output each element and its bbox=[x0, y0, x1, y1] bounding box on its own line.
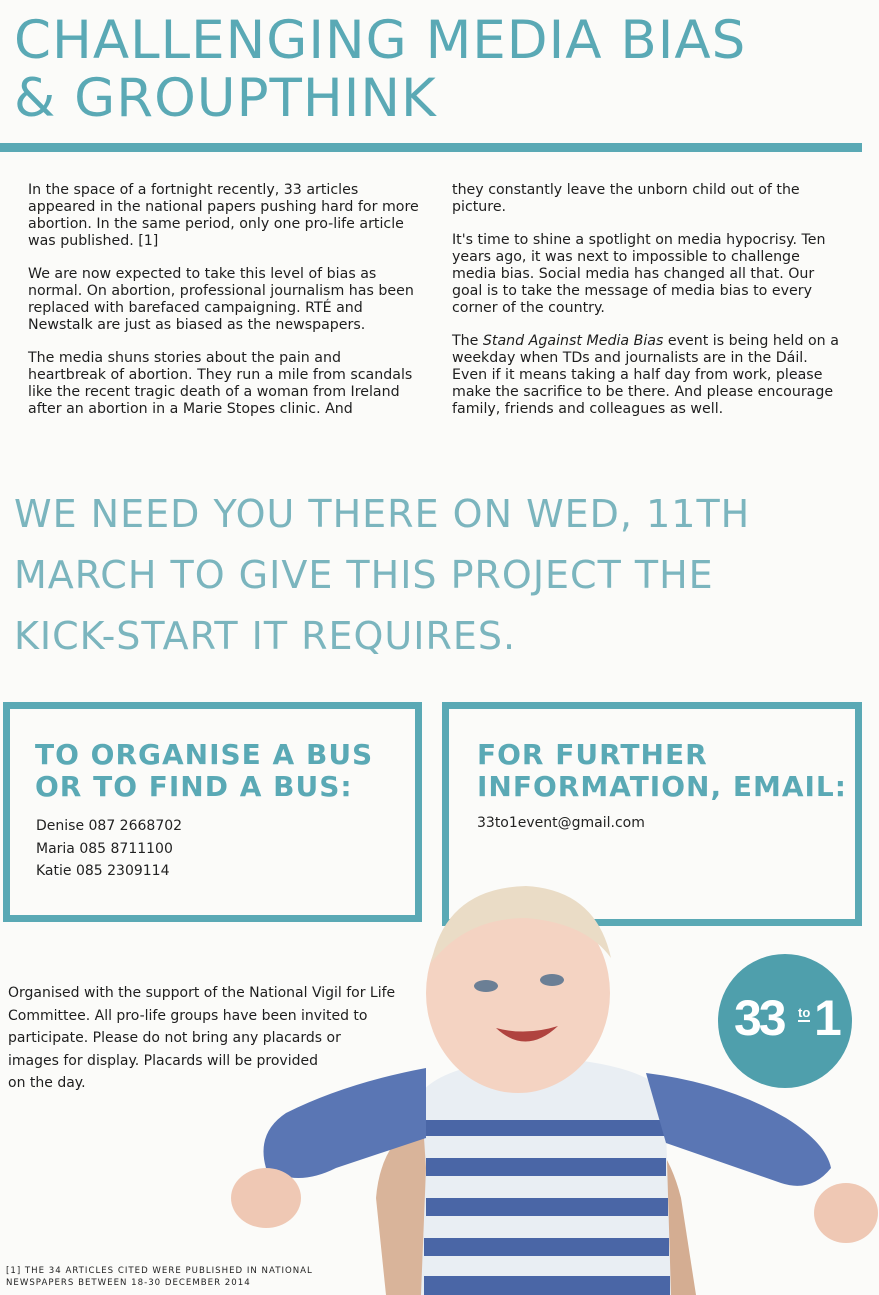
baby-hand-left bbox=[231, 1168, 301, 1228]
paragraph: It's time to shine a spotlight on media hypocrisy. Ten years ago, it was next to impossible to challenge media bias. Social media has changed all that. Our goal is to take the message of media bias to every corner of the country. bbox=[452, 232, 826, 316]
contact-list bbox=[36, 815, 182, 883]
text-fragment: event is being held on a weekday when TDs and journalists are in the Dáil. Even if it means taking a half day from work, please make the sacrifice to be there. And please encourage family, friends and colleagues as well. bbox=[452, 333, 839, 417]
article-column-right bbox=[452, 182, 844, 434]
paragraph: In the space of a fortnight recently, 33 articles appeared in the national papers pushing hard for more abortion. In the same period, only one pro-life article was published. [1] bbox=[28, 182, 419, 249]
logo-number-1: 1 bbox=[814, 990, 842, 1046]
text-fragment: The bbox=[452, 333, 483, 349]
organised-line: participate. Please do not bring any placards or bbox=[8, 1030, 341, 1046]
bus-heading-line-2: OR TO FIND A BUS: bbox=[35, 770, 353, 803]
baby-arm-right bbox=[646, 1073, 831, 1186]
bus-heading-line-1: TO ORGANISE A BUS bbox=[35, 738, 374, 771]
organised-line: Organised with the support of the National Vigil for Life bbox=[8, 985, 396, 1001]
email-heading-line-2: INFORMATION, EMAIL: bbox=[477, 770, 847, 803]
logo-to: to bbox=[798, 1005, 811, 1020]
baby-eye-right bbox=[540, 974, 564, 986]
organised-note bbox=[8, 982, 398, 1095]
paragraph bbox=[452, 333, 844, 418]
callout-line-3: KICK-START IT REQUIRES. bbox=[14, 614, 517, 658]
paragraph: The media shuns stories about the pain and heartbreak of abortion. They run a mile from scandals like the recent tragic death of a woman from Ireland after an abortion in a Marie Stopes clinic. And bbox=[28, 350, 413, 417]
footnote bbox=[6, 1265, 313, 1289]
baby-shirt bbox=[421, 1058, 671, 1295]
title-rule bbox=[0, 143, 862, 152]
contact-item: Katie 085 2309114 bbox=[36, 863, 170, 879]
baby-eye-left bbox=[474, 980, 498, 992]
logo-number-33: 33 bbox=[734, 990, 784, 1046]
email-address[interactable]: 33to1event@gmail.com bbox=[477, 815, 645, 831]
baby-hand-right bbox=[814, 1183, 878, 1243]
page-title bbox=[14, 12, 746, 128]
footnote-line-1: [1] THE 34 ARTICLES CITED WERE PUBLISHED IN NATIONAL bbox=[6, 1266, 313, 1276]
organised-line: on the day. bbox=[8, 1075, 86, 1091]
organised-line: images for display. Placards will be provided bbox=[8, 1052, 318, 1069]
organised-line: Committee. All pro-life groups have been invited to bbox=[8, 1007, 368, 1024]
paragraph: they constantly leave the unborn child out of the picture. bbox=[452, 182, 800, 215]
callout-line-1: WE NEED YOU THERE ON WED, 11TH bbox=[14, 492, 751, 536]
article-column-left bbox=[28, 182, 420, 434]
contact-item: Maria 085 8711100 bbox=[36, 840, 173, 857]
33-to-1-logo bbox=[718, 954, 852, 1088]
footnote-line-2: NEWSPAPERS BETWEEN 18-30 DECEMBER 2014 bbox=[6, 1278, 251, 1288]
email-heading-line-1: FOR FURTHER bbox=[477, 738, 708, 771]
email-heading bbox=[477, 739, 847, 803]
callout-heading bbox=[14, 484, 864, 667]
bus-heading bbox=[35, 739, 373, 803]
contact-item: Denise 087 2668702 bbox=[36, 818, 183, 834]
callout-line-2: MARCH TO GIVE THIS PROJECT THE bbox=[14, 553, 714, 597]
event-name: Stand Against Media Bias bbox=[482, 333, 664, 349]
title-line-2: & GROUPTHINK bbox=[14, 68, 437, 129]
title-line-1: CHALLENGING MEDIA BIAS bbox=[14, 10, 747, 71]
paragraph: We are now expected to take this level of bias as normal. On abortion, professional journalism has been replaced with barefaced campaigning. RTÉ and Newstalk are just as biased as the newspapers. bbox=[28, 266, 414, 333]
